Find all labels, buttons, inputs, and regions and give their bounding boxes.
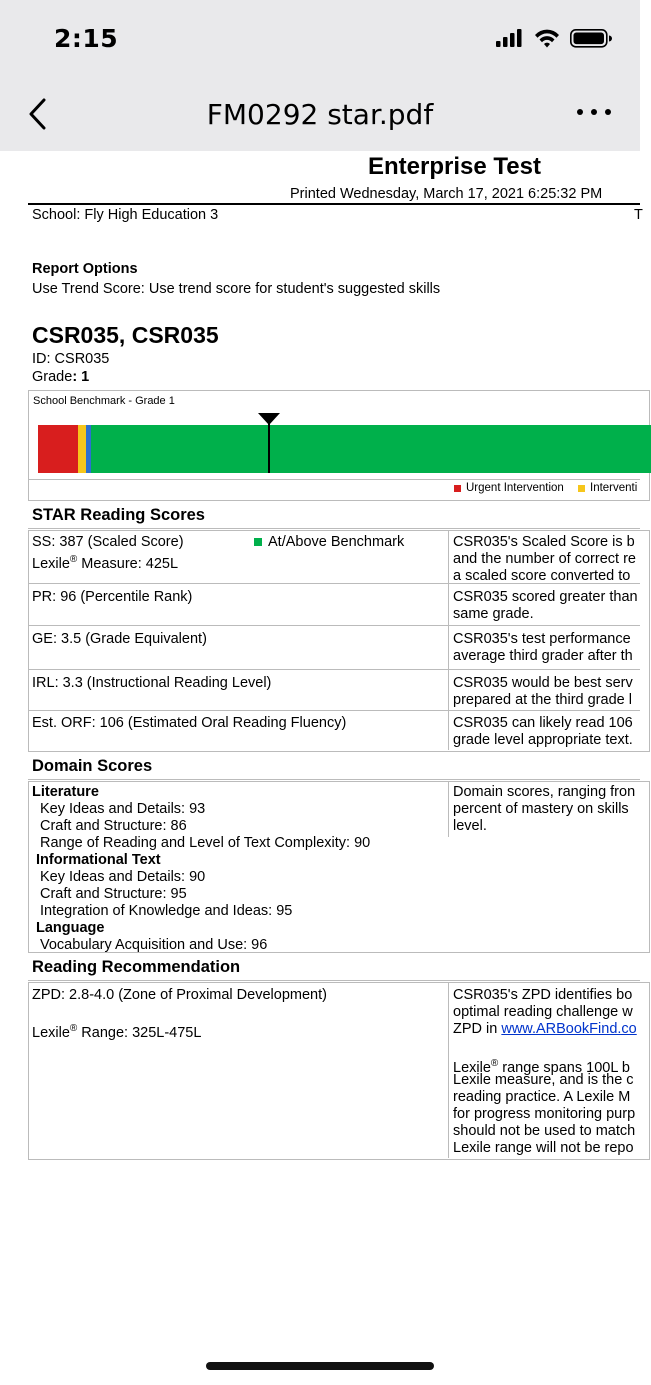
- lexile-desc-line-4: for progress monitoring purp: [453, 1106, 636, 1122]
- percentile-rank: PR: 96 (Percentile Rank): [32, 589, 193, 605]
- wifi-icon: [535, 30, 559, 48]
- ge-desc-line-1: CSR035's test performance: [453, 631, 631, 647]
- pdf-page[interactable]: [0, 151, 643, 1385]
- arbookfind-link[interactable]: www.ARBookFind.co: [501, 1021, 637, 1037]
- orf-desc-line-1: CSR035 can likely read 106: [453, 715, 633, 731]
- reading-recommendation-title: Reading Recommendation: [32, 958, 241, 976]
- status-icons: [496, 26, 616, 54]
- informational-text-heading: Informational Text: [36, 852, 161, 868]
- estimated-orf: Est. ORF: 106 (Estimated Oral Reading Fluency): [32, 715, 347, 731]
- ss-desc-line-1: CSR035's Scaled Score is b: [453, 534, 635, 550]
- zpd-desc-line-3: [453, 1021, 637, 1038]
- star-title-rule: [28, 528, 640, 529]
- urgent-segment: [38, 425, 78, 473]
- legend-intervention-label: Interventi: [590, 482, 638, 494]
- student-grade: [32, 369, 89, 385]
- pr-desc-line-2: same grade.: [453, 606, 534, 622]
- battery-icon: [571, 30, 612, 47]
- irl-desc-line-2: prepared at the third grade l: [453, 692, 632, 708]
- document-title: FM0292 star.pdf: [206, 98, 434, 131]
- literature-heading: Literature: [32, 784, 99, 800]
- scaled-score: SS: 387 (Scaled Score): [32, 534, 184, 550]
- ss-desc-line-3: a scaled score converted to: [453, 568, 631, 584]
- more-options-icon[interactable]: [576, 100, 612, 124]
- at-above-benchmark-label: At/Above Benchmark: [268, 534, 405, 550]
- instructional-reading-level: IRL: 3.3 (Instructional Reading Level): [32, 675, 272, 691]
- legend-intervention-swatch: [578, 485, 585, 492]
- domain-column-divider: [448, 781, 449, 837]
- lexile-range: [32, 1020, 201, 1042]
- report-options-text: Use Trend Score: Use trend score for student's suggested skills: [32, 281, 441, 297]
- rec-column-divider: [448, 982, 449, 1158]
- zpd-desc-prefix: ZPD in: [453, 1021, 502, 1037]
- status-time: 2:15: [54, 24, 119, 53]
- status-bar: [0, 0, 640, 80]
- lexile-desc-line-3: reading practice. A Lexile M: [453, 1089, 631, 1105]
- zpd-desc-line-1: CSR035's ZPD identifies bo: [453, 987, 633, 1003]
- legend-urgent-swatch: [454, 485, 461, 492]
- row-divider-3: [28, 669, 640, 670]
- at-above-segment: [91, 425, 651, 473]
- row-divider-2: [28, 625, 640, 626]
- grade-equivalent: GE: 3.5 (Grade Equivalent): [32, 631, 207, 647]
- domain-title-rule: [28, 779, 640, 780]
- zpd-desc-line-2: optimal reading challenge w: [453, 1004, 633, 1020]
- benchmark-label: School Benchmark - Grade 1: [33, 395, 175, 407]
- zpd-range: ZPD: 2.8-4.0 (Zone of Proximal Development): [32, 987, 327, 1003]
- student-id: ID: CSR035: [32, 351, 110, 367]
- literature-item: Range of Reading and Level of Text Complexity: 90: [40, 835, 371, 851]
- at-above-swatch: [254, 538, 262, 546]
- lexile-desc-line-2: Lexile measure, and is the c: [453, 1072, 634, 1088]
- literature-item: Key Ideas and Details: 93: [40, 801, 206, 817]
- language-item: Vocabulary Acquisition and Use: 96: [40, 937, 268, 953]
- ss-desc-line-2: and the number of correct re: [453, 551, 636, 567]
- language-heading: Language: [36, 920, 105, 936]
- lexile-desc-line-5: should not be used to match: [453, 1123, 636, 1139]
- header-rule: [28, 203, 640, 205]
- pr-desc-line-1: CSR035 scored greater than: [453, 589, 638, 605]
- student-name: CSR035, CSR035: [32, 322, 219, 348]
- domain-desc-line-2: percent of mastery on skills: [453, 801, 629, 817]
- irl-desc-line-1: CSR035 would be best serv: [453, 675, 633, 691]
- ge-desc-line-2: average third grader after th: [453, 648, 633, 664]
- lexile-desc-text: range spans 100L b: [498, 1059, 630, 1076]
- navigation-bar: [0, 80, 640, 151]
- informational-item: Integration of Knowledge and Ideas: 95: [40, 903, 293, 919]
- literature-item: Craft and Structure: 86: [40, 818, 187, 834]
- benchmark-divider: [28, 479, 640, 480]
- report-options-title: Report Options: [32, 261, 138, 277]
- lexile-desc-word: Lexile: [453, 1059, 491, 1076]
- lexile-measure-value: Measure: 425L: [77, 555, 179, 572]
- printed-date: Printed Wednesday, March 17, 2021 6:25:32 PM: [290, 186, 603, 202]
- legend-urgent-label: Urgent Intervention: [466, 482, 564, 494]
- home-indicator[interactable]: [206, 1362, 434, 1370]
- lexile-measure: [32, 551, 178, 573]
- orf-desc-line-2: grade level appropriate text.: [453, 732, 633, 748]
- grade-value: : 1: [72, 369, 90, 385]
- star-column-divider: [448, 530, 449, 750]
- truncated-header-text: T: [634, 207, 643, 223]
- row-divider-4: [28, 710, 640, 711]
- lexile-range-word: Lexile: [32, 1024, 70, 1041]
- rec-title-rule: [28, 980, 640, 981]
- school-name: School: Fly High Education 3: [32, 207, 219, 223]
- domain-desc-line-3: level.: [453, 818, 487, 834]
- intervention-segment: [78, 425, 86, 473]
- informational-item: Craft and Structure: 95: [40, 886, 187, 902]
- informational-item: Key Ideas and Details: 90: [40, 869, 206, 885]
- report-title: Enterprise Test: [368, 153, 541, 180]
- lexile-word: Lexile: [32, 555, 70, 572]
- lexile-range-value: Range: 325L-475L: [77, 1024, 202, 1041]
- lexile-desc-line-6: Lexile range will not be repo: [453, 1140, 634, 1156]
- signal-icon: [496, 29, 522, 47]
- domain-desc-line-1: Domain scores, ranging fron: [453, 784, 636, 800]
- lexile-range-registered: ®: [69, 1023, 78, 1034]
- lexile-registered: ®: [69, 554, 78, 565]
- score-marker-line: [268, 419, 270, 473]
- grade-label: Grade: [32, 369, 73, 385]
- lexile-desc-registered: ®: [490, 1058, 499, 1069]
- score-marker-icon: [258, 413, 280, 426]
- star-scores-title: STAR Reading Scores: [32, 506, 205, 524]
- domain-scores-title: Domain Scores: [32, 757, 153, 775]
